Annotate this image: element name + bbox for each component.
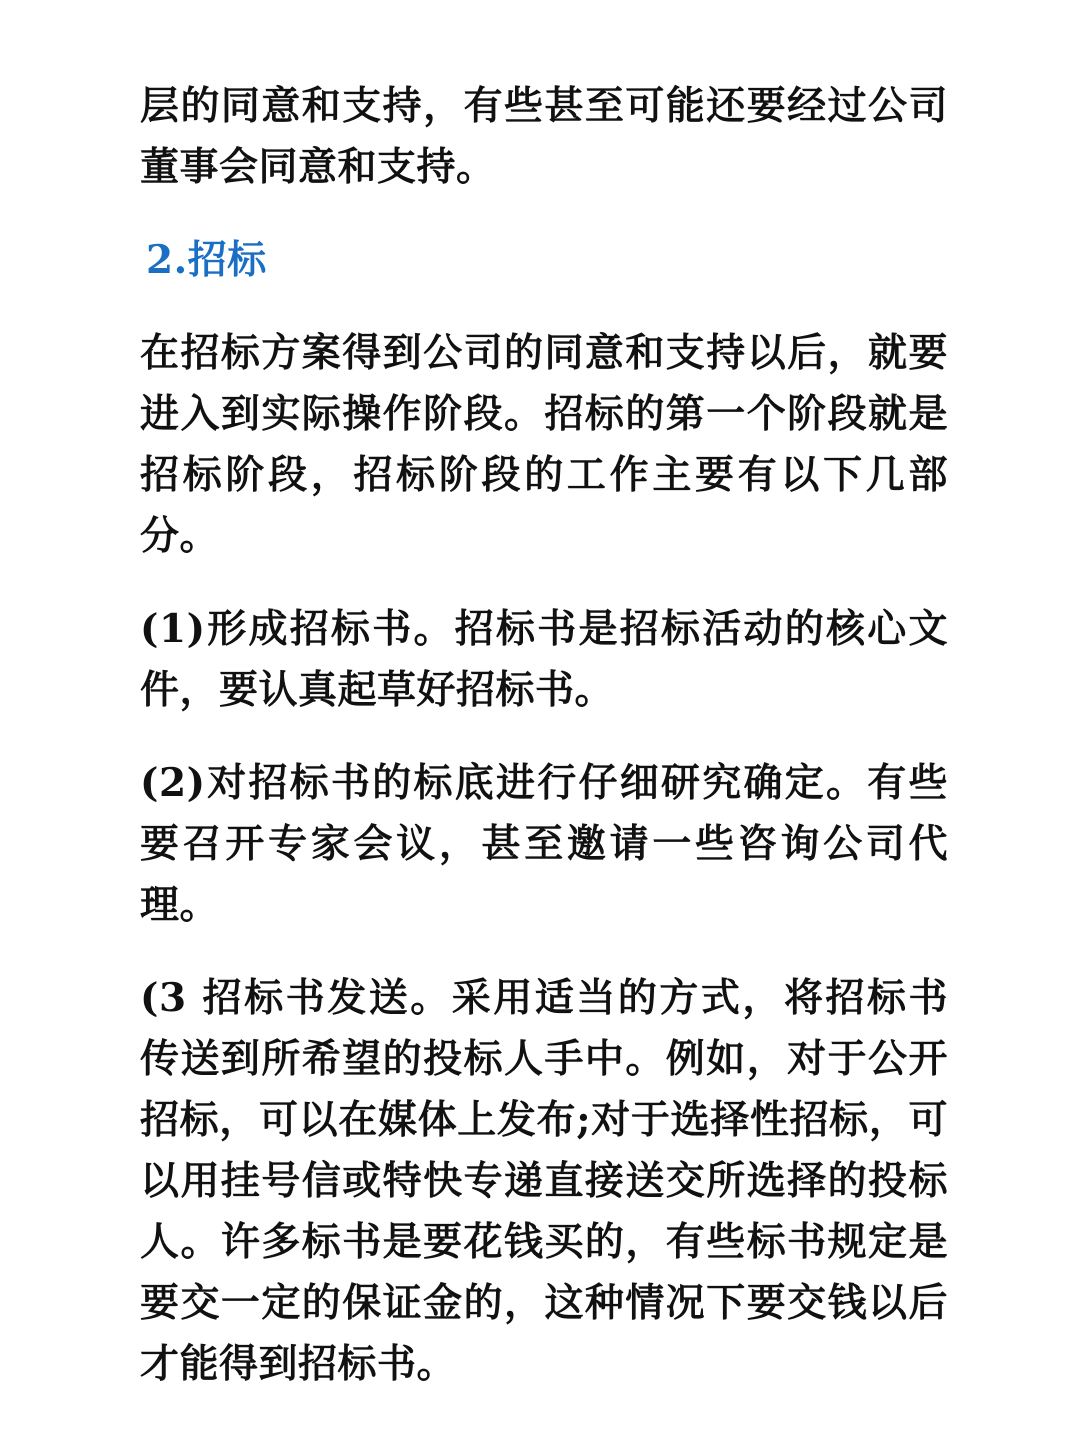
document-page: [140, 76, 948, 1395]
list-item-2: (2)对招标书的标底进行仔细研究确定。有些要召开专家会议，甚至邀请一些咨询公司代理。: [140, 760, 948, 928]
section-intro-paragraph: 在招标方案得到公司的同意和支持以后，就要进入到实际操作阶段。招标的第一个阶段就是招标阶段，招标阶段的工作主要有以下几部分。: [140, 330, 948, 559]
section-heading: 2.招标: [146, 237, 267, 283]
intro-continuation-paragraph: 层的同意和支持，有些甚至可能还要经过公司董事会同意和支持。: [140, 83, 948, 190]
list-item-1: (1)形成招标书。招标书是招标活动的核心文件，要认真起草好招标书。: [140, 606, 948, 713]
list-item-3: (3 招标书发送。采用适当的方式，将招标书传送到所希望的投标人手中。例如，对于公开招标，可以在媒体上发布;对于选择性招标，可以用挂号信或特快专递直接送交所选择的投标人。许多标书是要花钱买的，有些标书规定是要交一定的保证金的，这种情况下要交钱以后才能得到招标书。: [140, 975, 948, 1387]
